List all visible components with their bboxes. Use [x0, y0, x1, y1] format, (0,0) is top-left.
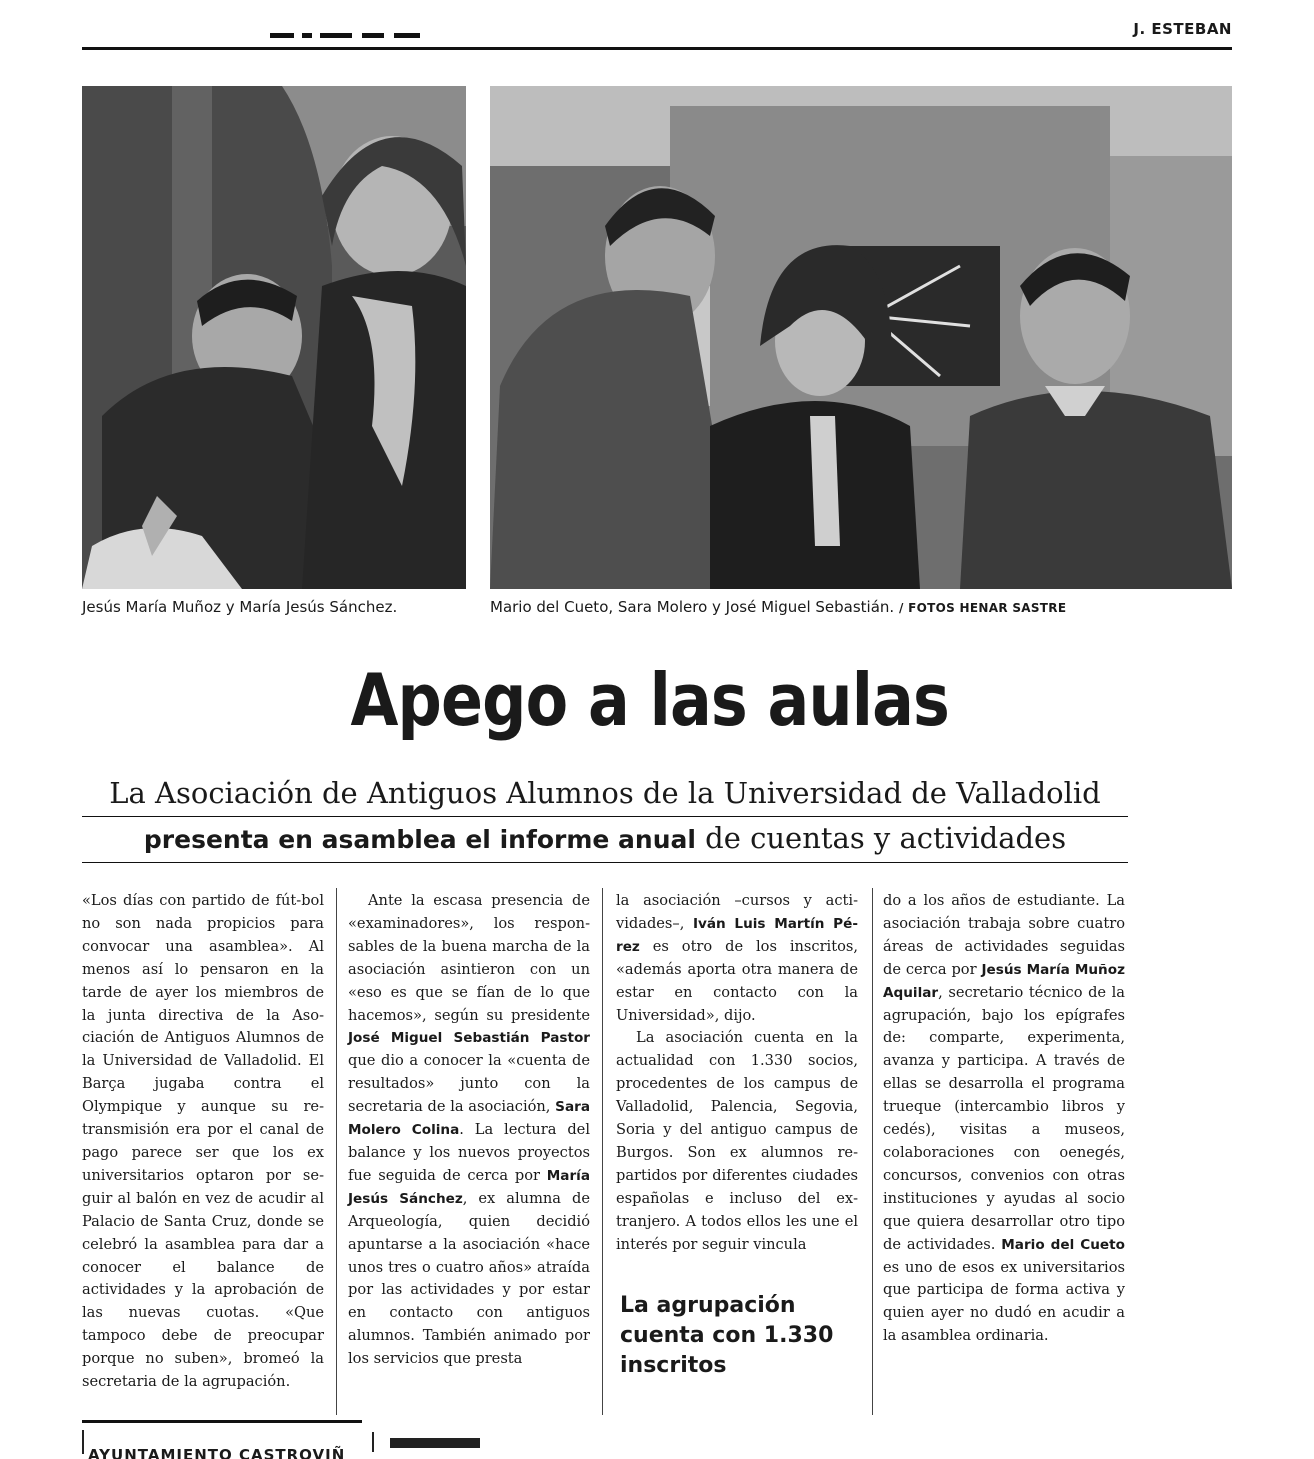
article-column-1: [82, 890, 324, 1394]
photo-credit: / FOTOS HENAR SASTRE: [898, 601, 1067, 615]
person-name: Jesús María Muñoz Aquilar: [883, 961, 1125, 1001]
paragraph: [883, 890, 1125, 1348]
photo-right-caption-text: Mario del Cueto, Sara Molero y José Miguel Sebastián.: [490, 598, 895, 616]
article-column-2: [348, 890, 590, 1371]
column-divider: [336, 888, 337, 1415]
person-name: Iván Luis Martín Pérez: [616, 915, 858, 955]
subheadline-rule: [82, 862, 1128, 863]
subheadline-rule: [82, 816, 1128, 817]
subheadline-bold: presenta en asamblea el informe anual: [143, 825, 696, 854]
paragraph: [616, 1027, 858, 1256]
person-name: Mario del Cueto: [1001, 1236, 1125, 1253]
person-name: Sara Molero Colina: [348, 1099, 590, 1139]
paragraph-text: , ex alumna de Arqueología, quien decidió apuntarse a la asociación «hace unos tres o cuatro años» atraída por las actividades y por estar en contacto con antiguos alumnos. También animado por los servicios que presta: [348, 1189, 590, 1368]
article-column-3: [616, 890, 858, 1257]
article-column-4: [883, 890, 1125, 1348]
next-article-heading-fragment: [390, 1438, 480, 1448]
photo-right-caption: [490, 598, 1066, 616]
paragraph: [616, 890, 858, 1027]
header-rule: [82, 47, 1232, 50]
photo-left: [82, 86, 466, 589]
pull-quote: La agrupación cuenta con 1.330 inscritos: [620, 1293, 834, 1378]
person-name: José Miguel Sebastián Pastor: [348, 1030, 590, 1047]
paragraph-text: , secretario técnico de la agrupación, bajo los epígrafes de: comparte, experimenta, avanza y participa. A través de ellas se desarrolla el programa trueque (intercambio libros y cedés), visitas a museos, colaboraciones con oenegés, concursos, convenios con otras instituciones y ayudas al socio que quiera desarrollar otro tipo de actividades.: [883, 983, 1125, 1253]
paragraph-text: es otro de los inscritos, «además aporta otra manera de estar en contacto con la Universidad», dijo.: [616, 937, 858, 1024]
photo-left-caption: Jesús María Muñoz y María Jesús Sánchez.: [82, 598, 398, 616]
header-decoration: [270, 33, 420, 39]
footer-divider: [372, 1432, 374, 1452]
footer-divider: [82, 1430, 84, 1454]
column-divider: [872, 888, 873, 1415]
photo-left-image: [82, 86, 466, 589]
subheadline-rest: de cuentas y actividades: [695, 821, 1067, 855]
paragraph-text: . La lectura del balance y los nuevos proyectos fue seguida de cerca por: [348, 1121, 590, 1184]
paragraph-text: Ante la escasa presencia de «examinadores», los responsables de la buena marcha de la asociación asintieron con un «eso es que se fían de lo que hacemos», según su presidente: [348, 892, 590, 1024]
photo-right: [490, 86, 1232, 589]
footer-rule: [82, 1420, 362, 1423]
paragraph-text: la asociación –cursos y actividades–,: [616, 892, 858, 932]
subheadline-line-2: [82, 818, 1128, 860]
photographer-credit: J. ESTEBAN: [1133, 20, 1232, 38]
next-article-fragment: AYUNTAMIENTO CASTROVIÑ: [88, 1446, 346, 1459]
photo-right-image: [490, 86, 1232, 589]
paragraph-text: que dio a conocer la «cuenta de resultados» junto con la secretaria de la asociación,: [348, 1052, 590, 1116]
paragraph: [82, 890, 324, 1394]
person-name: María Jesús Sánchez: [348, 1167, 590, 1207]
paragraph: [348, 890, 590, 1371]
subheadline-line-1: La Asociación de Antiguos Alumnos de la Universidad de Valladolid: [109, 776, 1101, 810]
paragraph-text: es uno de esos ex universitarios que participa de forma activa y quien ayer no dudó en acudir a la asamblea ordinaria.: [883, 1258, 1125, 1345]
column-divider: [602, 888, 603, 1415]
paragraph-text: «Los días con partido de fút-bol no son nada propicios para convocar una asamblea». Al menos así lo pensaron en la tarde de ayer los miembros de la junta directiva de la Asociación de Antiguos Alumnos de la Universidad de Valladolid. El Barça jugaba contra el Olympique y aunque su retransmisión era por el canal de pago parece ser que los ex universitarios optaron por seguir al balón en vez de acudir al Palacio de Santa Cruz, donde se celebró la asamblea para dar a conocer el balance de actividades y la aprobación de las nuevas cuotas. «Que tampoco debe de preocupar porque no suben», bromeó la secretaria de la agrupación.: [82, 892, 324, 1391]
headline: Apego a las aulas: [350, 658, 949, 742]
paragraph-text: La asociación cuenta en la actualidad con 1.330 socios, procedentes de los campus de Valladolid, Palencia, Segovia, Soria y del antiguo campus de Burgos. Son ex alumnos repartidos por diferentes ciudades españolas e incluso del extranjero. A todos ellos les une el interés por seguir vincula: [616, 1029, 858, 1253]
paragraph-text: do a los años de estudiante. La asociación trabaja sobre cuatro áreas de actividades seguidas de cerca por: [883, 892, 1125, 978]
